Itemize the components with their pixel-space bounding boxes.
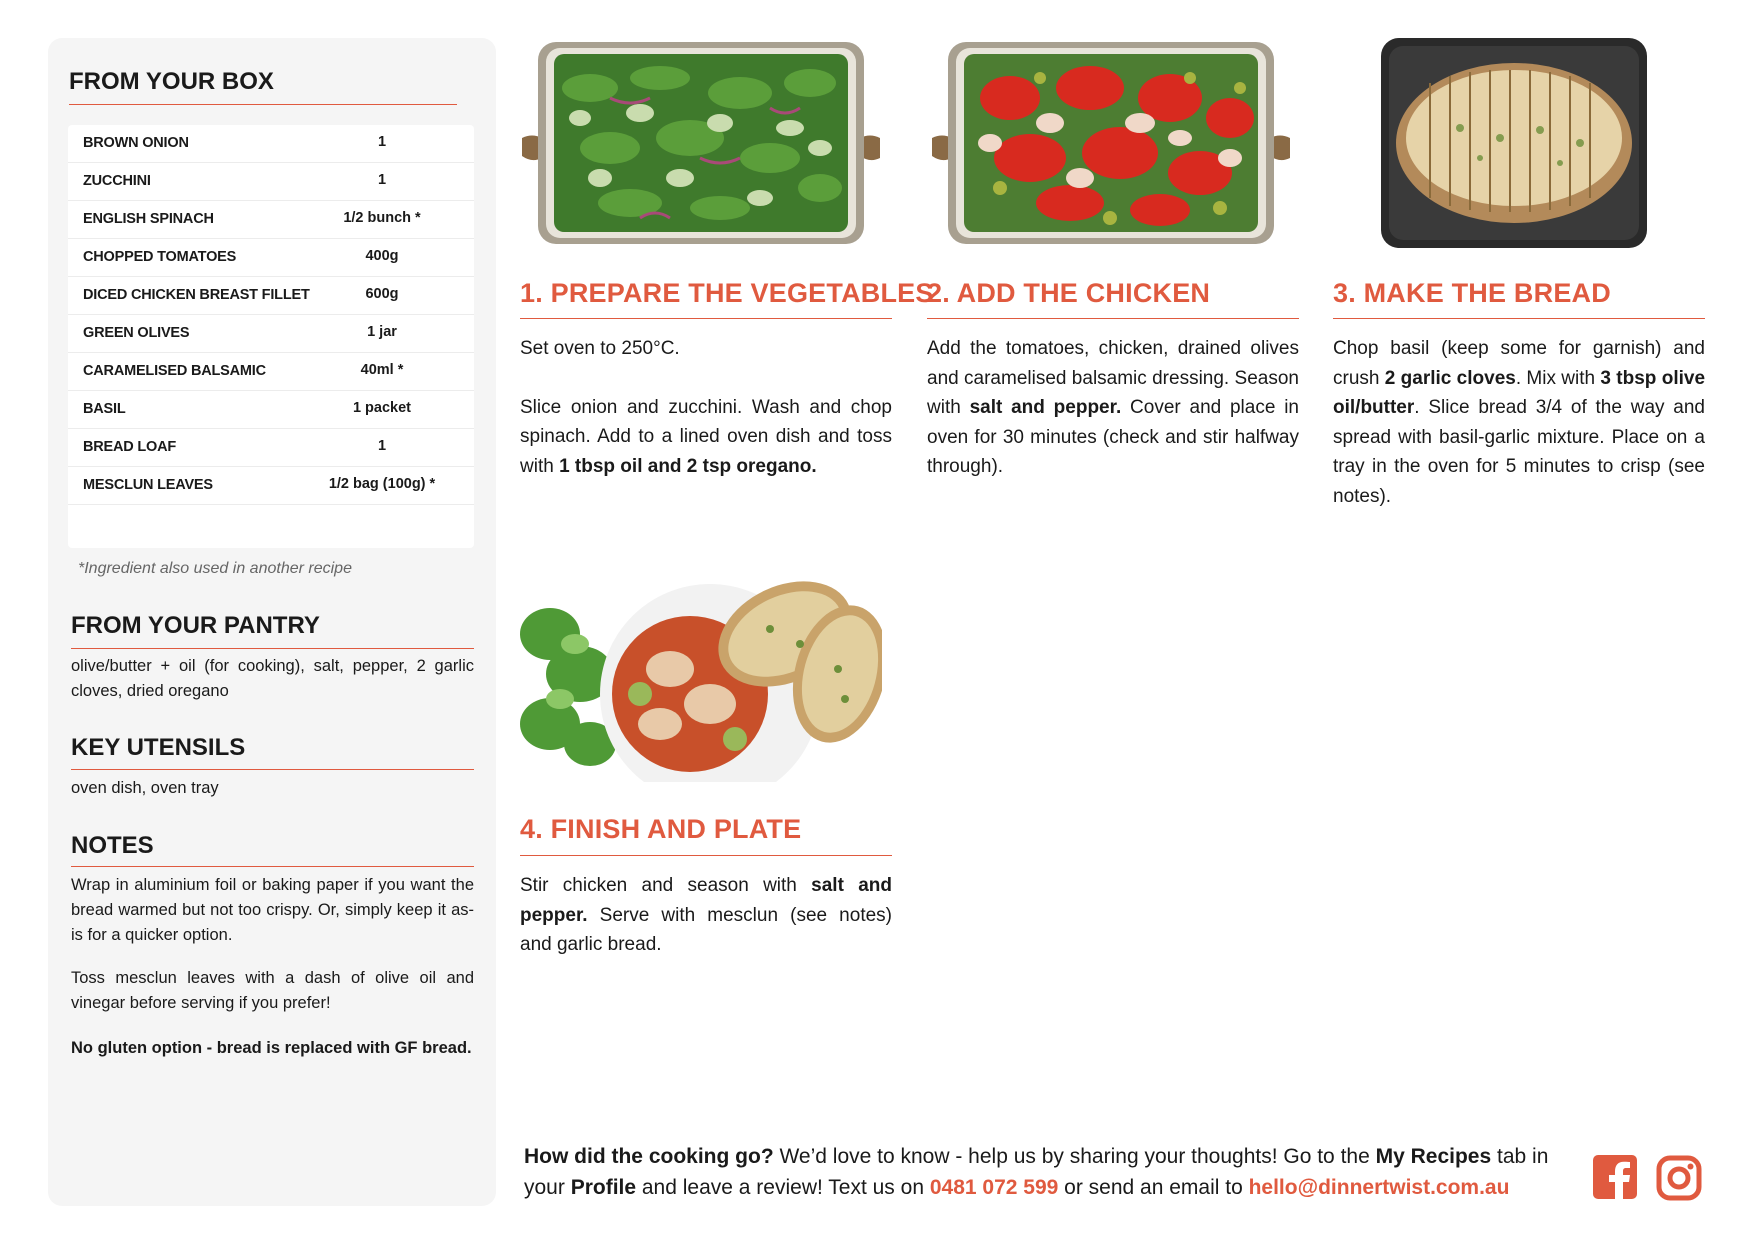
pantry-text: olive/butter + oil (for cooking), salt, pepper, 2 garlic cloves, dried oregano — [71, 657, 474, 700]
step-1-slice — [520, 393, 892, 482]
table-row — [68, 239, 474, 277]
footer-phone-link[interactable]: 0481 072 599 — [929, 1176, 1059, 1199]
step-1-photo — [520, 38, 882, 248]
box-title: FROM YOUR BOX — [69, 68, 274, 95]
step-1-slice-text: Slice onion and zucchini. Wash and chop spinach. Add to a lined oven dish and toss with — [520, 396, 892, 477]
step-4-text-c: Serve with mesclun (see notes) and garlic bread. — [520, 904, 892, 955]
footer-text: and leave a review! Text us on — [636, 1176, 930, 1199]
ingredient-name: DICED CHICKEN BREAST FILLET — [83, 287, 310, 303]
ingredient-qty: 1 packet — [352, 400, 412, 416]
step-3-text-e: . Slice bread 3/4 of the way and spread with basil-garlic mixture. Place on a tray in the oven for 5 minutes to crisp (see notes). — [1333, 397, 1705, 507]
table-row — [68, 125, 474, 163]
table-row — [68, 201, 474, 239]
ingredient-qty: 1 — [377, 172, 387, 188]
ingredient-qty: 1/2 bag (100g) * — [328, 476, 436, 492]
step-2-text — [927, 334, 1299, 482]
footer-email-link[interactable]: hello@dinnertwist.com.au — [1248, 1176, 1510, 1199]
step-1-oven: Set oven to 250°C. — [520, 338, 680, 359]
ingredient-footnote: *Ingredient also used in another recipe — [78, 560, 352, 577]
ingredient-name: CARAMELISED BALSAMIC — [83, 363, 266, 379]
ingredient-name: ENGLISH SPINACH — [83, 211, 214, 227]
ingredient-qty: 1 jar — [367, 324, 397, 340]
step-1-text — [520, 334, 892, 481]
ingredient-name: ZUCCHINI — [83, 173, 151, 189]
pantry-title: FROM YOUR PANTRY — [71, 612, 320, 639]
ingredient-table — [68, 125, 474, 548]
facebook-icon[interactable] — [1593, 1155, 1637, 1204]
step-3-photo — [1345, 38, 1707, 248]
step-4-photo — [520, 574, 882, 782]
step-1-rule — [520, 318, 892, 319]
ingredient-name: BROWN ONION — [83, 135, 189, 151]
step-3-text-bold-2: 3 tbsp olive oil/butter — [1333, 367, 1706, 418]
ingredient-qty: 600g — [365, 286, 399, 302]
step-4-text — [520, 871, 892, 960]
step-3-text-bold-1: 2 garlic cloves — [1384, 367, 1516, 389]
table-row — [68, 315, 474, 353]
step-1-slice-bold: 1 tbsp oil and 2 tsp oregano. — [559, 455, 817, 477]
table-row — [68, 391, 474, 429]
box-title-rule — [69, 104, 457, 105]
utensils-rule — [71, 769, 474, 770]
step-3-text-c: . Mix with — [1515, 367, 1601, 389]
table-row — [68, 429, 474, 467]
step-2-text-c: Cover and place in oven for 30 minutes (check and stir halfway through). — [927, 397, 1299, 477]
step-3-text-a: Chop basil (keep some for garnish) and crush — [1333, 338, 1705, 389]
footer-my-recipes: My Recipes — [1375, 1145, 1492, 1168]
ingredient-name: BREAD LOAF — [83, 439, 177, 455]
pantry-rule — [71, 648, 474, 649]
step-2-photo — [930, 38, 1292, 248]
step-3-title: 3. MAKE THE BREAD — [1333, 278, 1611, 308]
step-2-rule — [927, 318, 1299, 319]
utensils-text: oven dish, oven tray — [71, 779, 219, 797]
table-row — [68, 353, 474, 391]
step-2-text-bold: salt and pepper. — [969, 397, 1122, 418]
step-4-title: 4. FINISH AND PLATE — [520, 814, 802, 844]
notes-title: NOTES — [71, 832, 154, 859]
instagram-icon[interactable] — [1656, 1155, 1702, 1206]
ingredient-name: BASIL — [83, 401, 126, 417]
step-2-title: 2. ADD THE CHICKEN — [927, 278, 1211, 308]
step-4-rule — [520, 855, 892, 856]
feedback-footer — [524, 1141, 1594, 1203]
ingredient-qty: 1 — [377, 134, 387, 150]
notes-rule — [71, 866, 474, 867]
step-3-rule — [1333, 318, 1705, 319]
step-2-text-a: Add the tomatoes, chicken, drained olives and caramelised balsamic dressing. Season with — [927, 338, 1299, 418]
step-4-text-bold: salt and pepper. — [520, 875, 892, 926]
step-1-title: 1. PREPARE THE VEGETABLES — [520, 278, 934, 308]
table-row — [68, 277, 474, 315]
step-4-text-a: Stir chicken and season with — [520, 875, 812, 896]
footer-question: How did the cooking go? — [524, 1145, 774, 1168]
ingredient-qty: 1/2 bunch * — [343, 210, 421, 226]
table-row — [68, 163, 474, 201]
notes-paragraph: Toss mesclun leaves with a dash of olive oil and vinegar before serving if you prefer! — [71, 969, 474, 1012]
footer-text: tab in your — [524, 1145, 1549, 1199]
ingredient-name: GREEN OLIVES — [83, 325, 190, 341]
step-3-text — [1333, 334, 1705, 511]
ingredient-name: MESCLUN LEAVES — [83, 477, 213, 493]
footer-profile: Profile — [570, 1176, 637, 1199]
ingredient-qty: 1 — [377, 438, 387, 454]
table-row — [68, 467, 474, 505]
utensils-title: KEY UTENSILS — [71, 734, 246, 761]
ingredient-name: CHOPPED TOMATOES — [83, 249, 237, 265]
footer-text: We’d love to know - help us by sharing your thoughts! Go to the — [773, 1145, 1376, 1168]
ingredient-qty: 40ml * — [360, 362, 404, 378]
notes-paragraph: Wrap in aluminium foil or baking paper if you want the bread warmed but not too crispy. Or, simply keep it as-is for a quicker option. — [71, 876, 474, 944]
ingredient-qty: 400g — [365, 248, 399, 264]
notes-no-gluten: No gluten option - bread is replaced with GF bread. — [71, 1039, 472, 1057]
footer-text: or send an email to — [1058, 1176, 1249, 1199]
